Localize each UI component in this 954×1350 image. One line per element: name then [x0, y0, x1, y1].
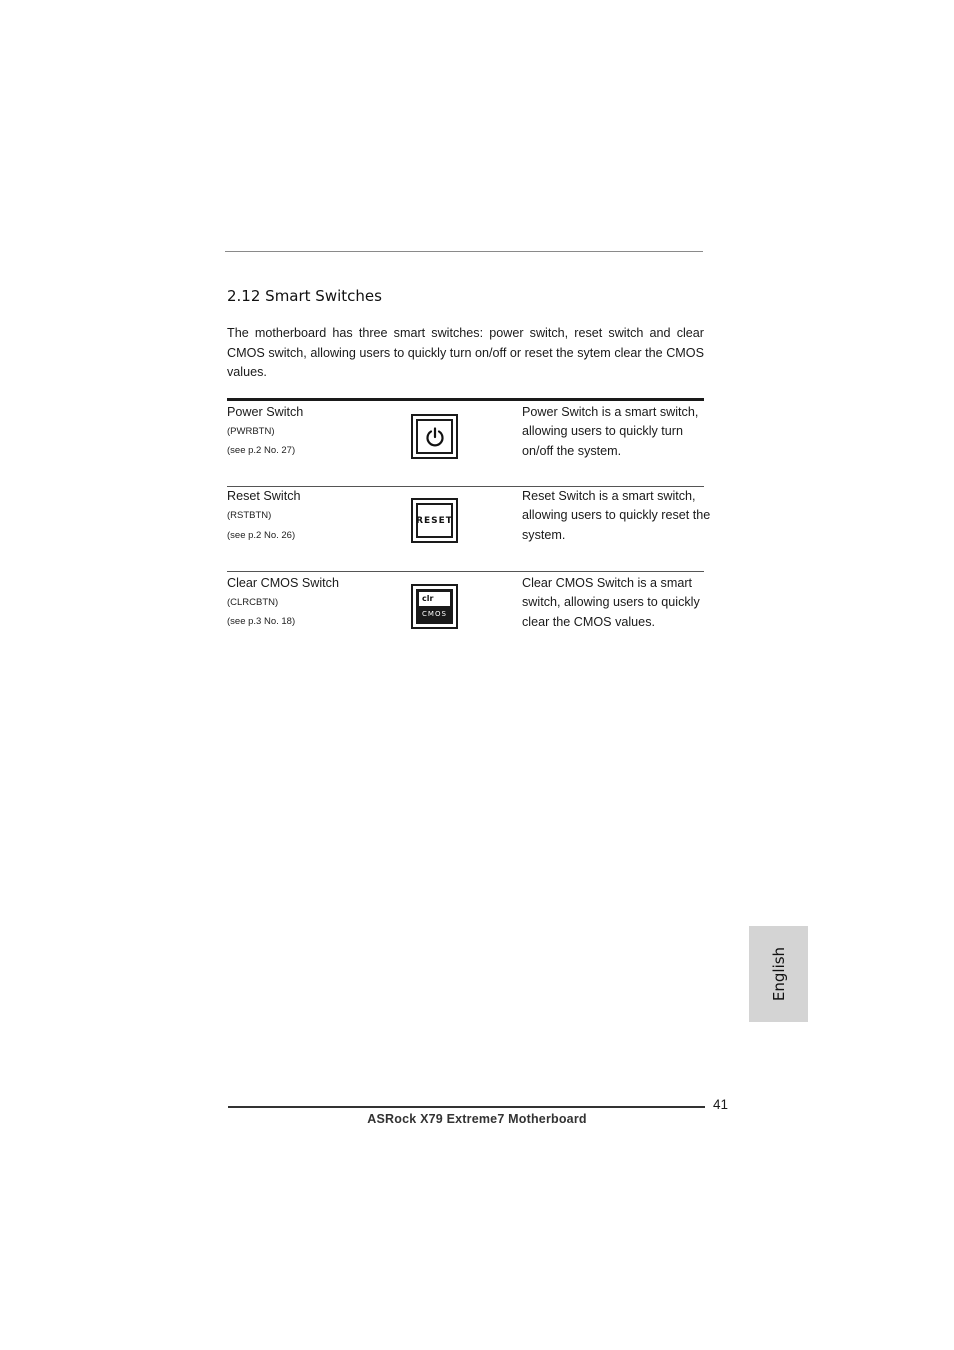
table-top-rule — [227, 398, 704, 401]
clear-cmos-icon-bottom-label: CMOS — [422, 610, 447, 618]
language-tab-label: English — [769, 946, 788, 1002]
footer-product-name: ASRock X79 Extreme7 Motherboard — [367, 1112, 587, 1126]
clear-cmos-switch-ref: (see p.3 No. 18) — [227, 616, 296, 627]
section-title: 2.12 Smart Switches — [227, 287, 382, 305]
power-switch-name: Power Switch — [227, 405, 304, 419]
power-icon — [411, 414, 458, 459]
reset-switch-code: (RSTBTN) — [227, 510, 272, 521]
footer-rule — [228, 1106, 705, 1108]
power-symbol — [424, 426, 446, 448]
row-divider — [227, 571, 704, 572]
power-switch-ref: (see p.2 No. 27) — [227, 445, 296, 456]
page-number: 41 — [713, 1097, 729, 1112]
reset-switch-description: Reset Switch is a smart switch, allowing users to quickly reset the system. — [522, 489, 711, 542]
language-tab — [749, 926, 808, 1022]
clear-cmos-icon-top-label: clr — [419, 592, 450, 606]
clear-cmos-icon — [411, 584, 458, 629]
power-switch-code: (PWRBTN) — [227, 426, 275, 437]
reset-icon — [411, 498, 458, 543]
reset-icon-label: RESET — [416, 515, 453, 526]
power-switch-description: Power Switch is a smart switch, allowing users to quickly turn on/off the system. — [522, 405, 699, 458]
clear-cmos-switch-name: Clear CMOS Switch — [227, 576, 339, 590]
reset-switch-name: Reset Switch — [227, 489, 301, 503]
header-rule — [225, 251, 703, 252]
intro-paragraph: The motherboard has three smart switches: power switch, reset switch and clear CMOS switch, allowing users to quickly turn on/off or reset the sytem clear the CMOS values. — [227, 326, 704, 379]
clear-cmos-switch-code: (CLRCBTN) — [227, 597, 279, 608]
reset-switch-ref: (see p.2 No. 26) — [227, 530, 296, 541]
clear-cmos-switch-description: Clear CMOS Switch is a smart switch, allowing users to quickly clear the CMOS values. — [522, 576, 700, 629]
